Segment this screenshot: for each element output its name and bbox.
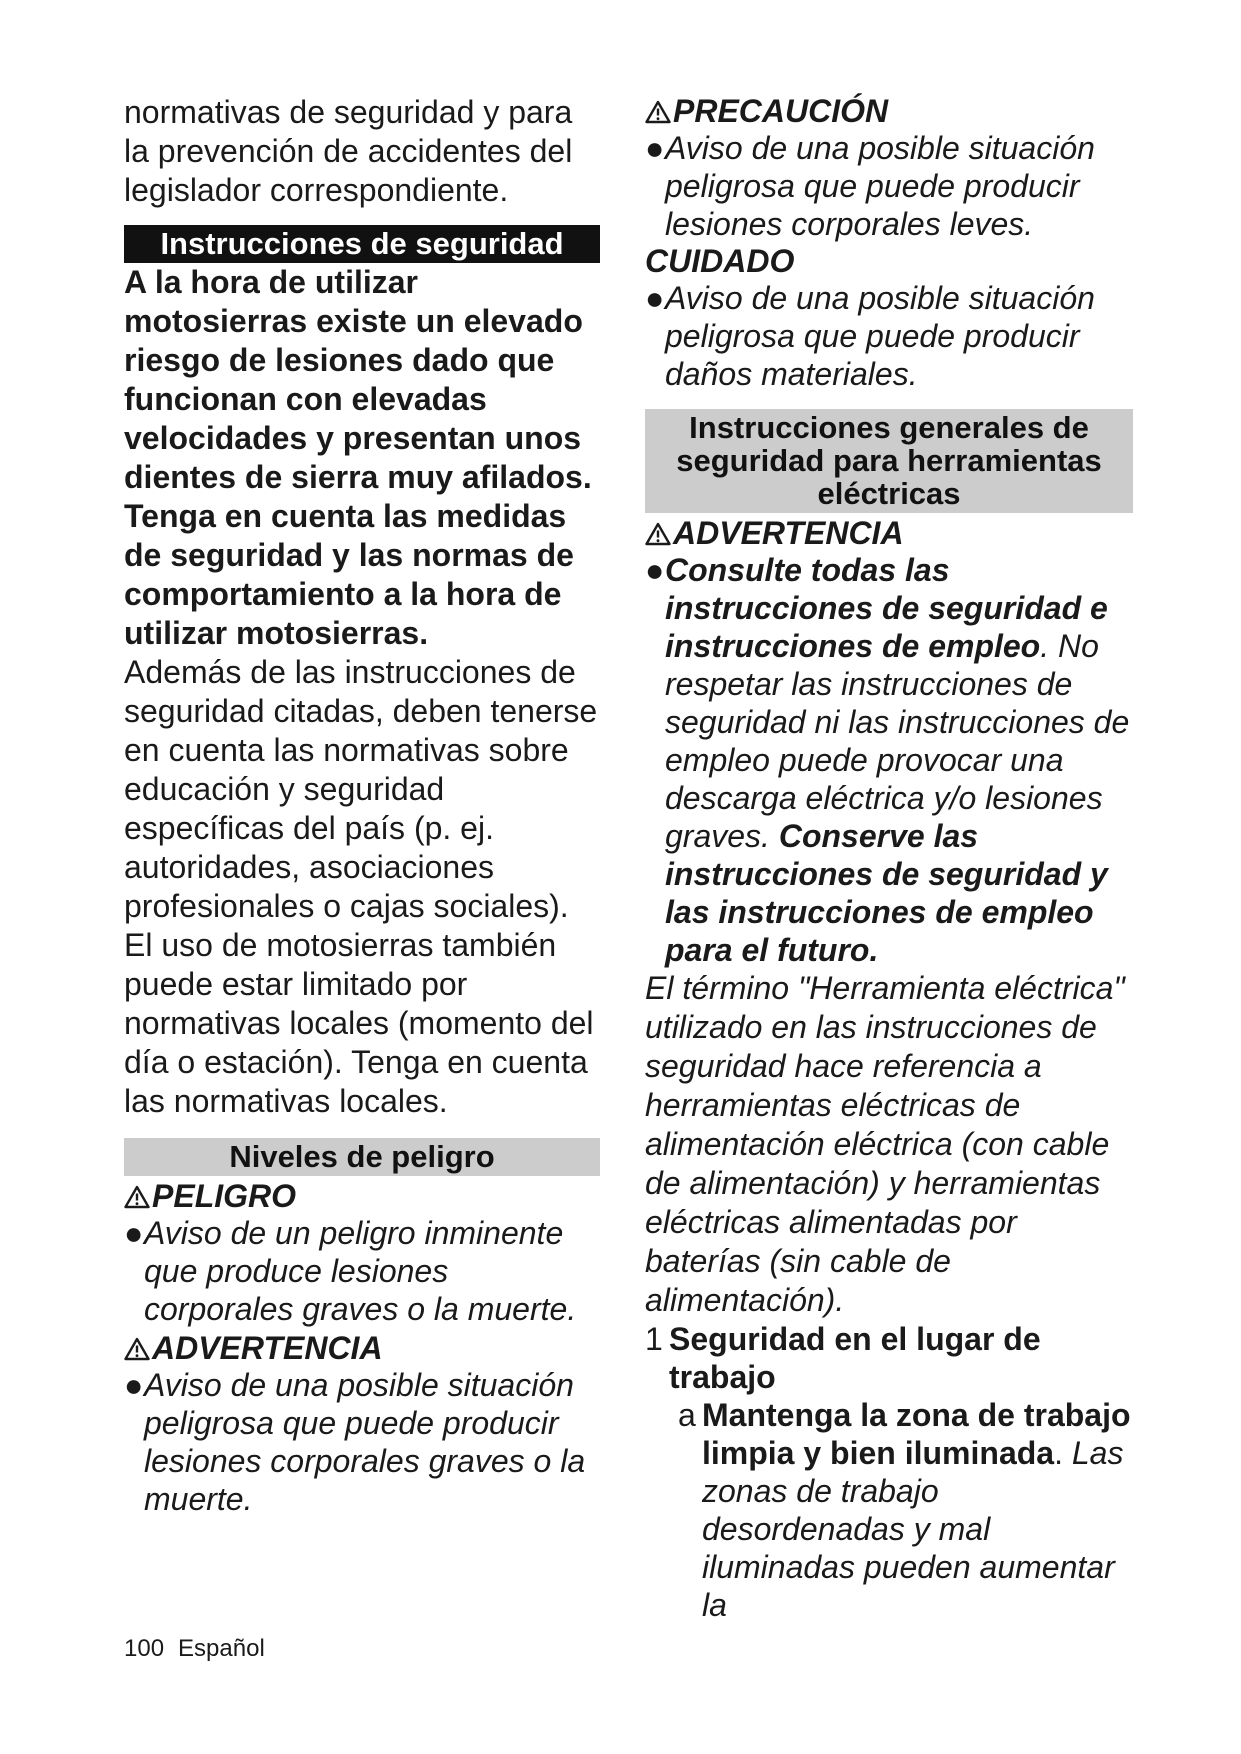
- right-column: [645, 93, 1133, 1624]
- footer-language: Español: [178, 1635, 265, 1662]
- item-1: [645, 1320, 1133, 1396]
- item-a-dot: .: [1054, 1435, 1063, 1471]
- bullet-icon: ●: [124, 1215, 144, 1251]
- advertencia-description-right: [645, 551, 1133, 969]
- advertencia-dot: .: [1040, 628, 1050, 664]
- left-column: [124, 93, 600, 1518]
- cuidado-label: CUIDADO: [645, 243, 795, 279]
- item-a-body: [702, 1396, 1133, 1624]
- precaucion-text: Aviso de una posible situación peligrosa que puede producir lesiones corporales leves.: [665, 130, 1095, 242]
- advertencia-plain: No respetar las instrucciones de seguridad ni las instrucciones de empleo puede provocar una descarga eléctrica y/o lesiones graves.: [665, 628, 1130, 854]
- advertencia-label-text: ADVERTENCIA: [152, 1330, 383, 1366]
- warning-triangle-icon: [124, 1185, 150, 1209]
- danger-levels-heading: Niveles de peligro: [124, 1138, 600, 1176]
- general-instructions-heading: Instrucciones generales de seguridad para herramientas eléctricas: [645, 409, 1133, 513]
- advertencia-description-left: [124, 1366, 600, 1518]
- precaucion-label: [645, 93, 1133, 129]
- peligro-label: [124, 1178, 600, 1214]
- advertencia-label-left: [124, 1330, 600, 1366]
- item-a-letter: a: [678, 1397, 696, 1433]
- item-1-title: Seguridad en el lugar de trabajo: [669, 1321, 1041, 1395]
- term-paragraph: El término "Herramienta eléctrica" utilizado en las instrucciones de seguridad hace referencia a herramientas eléctricas de alimentación eléctrica (con cable de alimentación) y herramientas eléctricas alimentadas por baterías (sin cable de alimentación).: [645, 970, 1125, 1318]
- advertencia-bold-1: Consulte todas las instrucciones de seguridad e instrucciones de empleo: [665, 552, 1108, 664]
- intro-paragraph: normativas de seguridad y para la prevención de accidentes del legislador correspondiente.: [124, 94, 573, 208]
- advertencia-label-text-right: ADVERTENCIA: [673, 515, 904, 551]
- page-footer: [124, 1634, 265, 1664]
- item-a-bold: Mantenga la zona de trabajo limpia y bien iluminada: [702, 1397, 1131, 1471]
- precaucion-description: [645, 129, 1133, 243]
- peligro-label-text: PELIGRO: [152, 1178, 297, 1214]
- advertencia-text-left: Aviso de una posible situación peligrosa que puede producir lesiones corporales graves o la muerte.: [144, 1367, 586, 1517]
- precaucion-label-text: PRECAUCIÓN: [673, 93, 889, 129]
- peligro-text: Aviso de un peligro inminente que produce lesiones corporales graves o la muerte.: [144, 1215, 577, 1327]
- safety-instructions-heading: Instrucciones de seguridad: [124, 225, 600, 263]
- cuidado-text: Aviso de una posible situación peligrosa que puede producir daños materiales.: [665, 280, 1095, 392]
- advertencia-label-right: [645, 515, 1133, 551]
- warning-triangle-icon: [124, 1337, 150, 1361]
- item-a: [645, 1396, 1133, 1624]
- bullet-icon: ●: [645, 280, 665, 316]
- warning-triangle-icon: [645, 522, 671, 546]
- warning-triangle-icon: [645, 100, 671, 124]
- advertencia-bold-2: Conserve las instrucciones de seguridad y las instrucciones de empleo para el futuro.: [665, 818, 1108, 968]
- safety-body-paragraph: Además de las instrucciones de seguridad citadas, deben tenerse en cuenta las normativas sobre educación y seguridad específicas del país (p. ej. autoridades, asociaciones profesionales o cajas sociales). El uso de motosierras también puede estar limitado por normativas locales (momento del día o estación). Tenga en cuenta las normativas locales.: [124, 654, 598, 1119]
- peligro-description: [124, 1214, 600, 1328]
- item-a-text: Las zonas de trabajo desordenadas y mal iluminadas pueden aumentar la: [702, 1435, 1124, 1623]
- item-1-number: 1: [645, 1321, 663, 1357]
- cuidado-description: [645, 279, 1133, 393]
- safety-bold-paragraph: A la hora de utilizar motosierras existe un elevado riesgo de lesiones dado que funcionan con elevadas velocidades y presentan unos dientes de sierra muy afilados. Tenga en cuenta las medidas de seguridad y las normas de comportamiento a la hora de utilizar motosierras.: [124, 264, 592, 651]
- bullet-icon: ●: [645, 552, 665, 588]
- bullet-icon: ●: [124, 1367, 144, 1403]
- page-number: 100: [124, 1635, 165, 1662]
- bullet-icon: ●: [645, 130, 665, 166]
